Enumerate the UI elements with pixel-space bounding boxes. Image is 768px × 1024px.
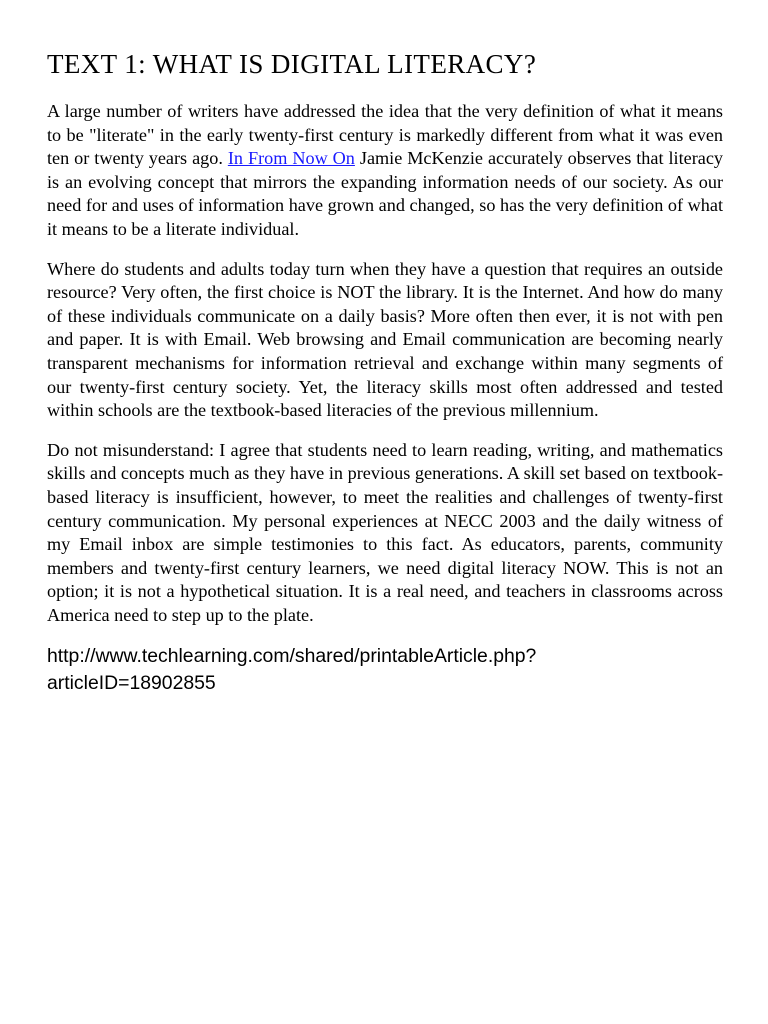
paragraph-1 [47,100,723,242]
paragraph-2: Where do students and adults today turn when they have a question that requires an outside resource? Very often, the first choice is NOT the library. It is the Internet. And how do many of these individuals communicate on a daily basis? More often then ever, it is not with pen and paper. It is with Email. Web browsing and Email communication are becoming nearly transparent mechanisms for information retrieval and exchange within many segments of our twenty-first century society. Yet, the literacy skills most often addressed and tested within schools are the textbook-based literacies of the previous millennium. [47,258,723,421]
document-page [47,46,723,697]
paragraph-1-text-end: Jamie McKenzie accurately observes that literacy is an evolving concept that mirrors the expanding information needs of our society. As our need for and uses of information have grown and changed, so has the very definition of what it means to be a literate individual. [47,148,723,239]
from-now-on-link[interactable]: In From Now On [227,148,355,169]
paragraph-3: Do not misunderstand: I agree that students need to learn reading, writing, and mathematics skills and concepts much as they have in previous generations. A skill set based on textbook-based literacy is insufficient, however, to meet the realities and challenges of twenty-first century communication. My personal experiences at NECC 2003 and the daily witness of my Email inbox are simple testimonies to this fact. As educators, parents, community members and twenty-first century learners, we need digital literacy NOW. This is not an option; it is not a hypothetical situation. It is a real need, and teachers in classrooms across America need to step up to the plate. [47,439,723,625]
source-url [47,643,723,697]
source-url-line-1: http://www.techlearning.com/shared/printableArticle.php? [47,645,537,668]
paragraph-1-text-start: A large number of writers have addressed the idea that the very definition of what it means to be "literate" in the early twenty-first century is markedly different from what it was even ten or twenty years ago. [47,101,723,169]
document-title: TEXT 1: WHAT IS DIGITAL LITERACY? [47,49,537,79]
source-url-line-2: articleID=18902855 [47,672,216,695]
